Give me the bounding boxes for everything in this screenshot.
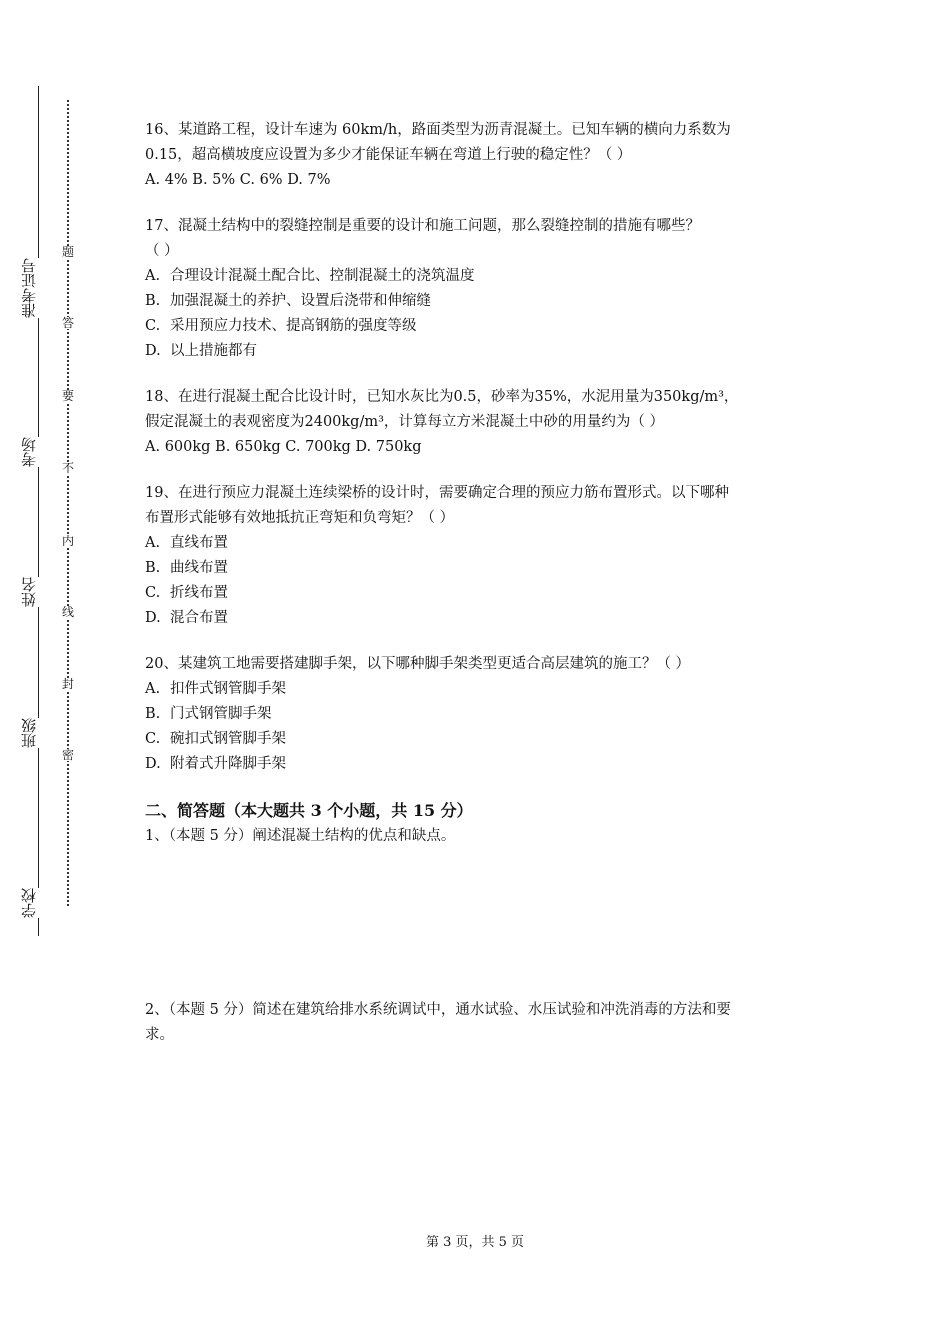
option-text: 混合布置 bbox=[170, 610, 228, 626]
option-text: 以上措施都有 bbox=[170, 343, 257, 359]
seal-char: 答 bbox=[59, 317, 77, 329]
binding-dotted-line bbox=[67, 100, 69, 906]
question-18 bbox=[145, 385, 825, 460]
seal-char: 不 bbox=[59, 462, 77, 474]
option-letter: C. bbox=[145, 731, 161, 747]
field-school: 学校 bbox=[22, 888, 52, 918]
short-answer-2: 2、（本题 5 分）简述在建筑给排水系统调试中，通水试验、水压试验和冲洗消毒的方法和要 bbox=[145, 1002, 731, 1018]
seal-char: 线 bbox=[59, 606, 77, 618]
seal-char: 要 bbox=[59, 390, 77, 402]
question-text: 假定混凝土的表观密度为2400kg/m³，计算每立方米混凝土中砂的用量约为（ ） bbox=[145, 414, 665, 430]
option bbox=[145, 556, 825, 581]
option-text: 曲线布置 bbox=[170, 560, 228, 576]
option-letter: D. bbox=[145, 756, 161, 772]
question-19 bbox=[145, 481, 825, 631]
field-admission-number: 准考证号 bbox=[22, 258, 52, 318]
option bbox=[145, 289, 825, 314]
option bbox=[145, 339, 825, 364]
question-text: 18、在进行混凝土配合比设计时，已知水灰比为0.5，砂率为35%，水泥用量为350kg/m³， bbox=[145, 389, 739, 405]
option-text: 碗扣式钢管脚手架 bbox=[170, 731, 286, 747]
question-16 bbox=[145, 118, 825, 193]
option-text: 合理设计混凝土配合比、控制混凝土的浇筑温度 bbox=[170, 268, 475, 284]
option-text: 折线布置 bbox=[170, 585, 228, 601]
option-letter: A. bbox=[145, 535, 161, 551]
option bbox=[145, 727, 825, 752]
option-text: 加强混凝土的养护、设置后浇带和伸缩缝 bbox=[170, 293, 431, 309]
seal-char: 密 bbox=[59, 749, 77, 761]
seal-char: 题 bbox=[59, 246, 77, 258]
option bbox=[145, 702, 825, 727]
option-letter: B. bbox=[145, 706, 161, 722]
option-letter: B. bbox=[145, 293, 161, 309]
binding-margin bbox=[0, 0, 110, 1344]
short-answer-2-cont: 求。 bbox=[145, 1027, 174, 1043]
option-letter: B. bbox=[145, 560, 161, 576]
question-text: （ ） bbox=[145, 243, 179, 259]
question-17 bbox=[145, 214, 825, 364]
seal-char: 封 bbox=[59, 678, 77, 690]
field-exam-room: 考场 bbox=[22, 437, 52, 467]
answer-space bbox=[145, 849, 825, 998]
question-text: 17、混凝土结构中的裂缝控制是重要的设计和施工问题，那么裂缝控制的措施有哪些？ bbox=[145, 218, 700, 234]
option bbox=[145, 264, 825, 289]
question-text: 布置形式能够有效地抵抗正弯矩和负弯矩？（ ） bbox=[145, 510, 455, 526]
question-options: A. 4% B. 5% C. 6% D. 7% bbox=[145, 172, 331, 188]
option-text: 扣件式钢管脚手架 bbox=[170, 681, 286, 697]
option bbox=[145, 581, 825, 606]
option-letter: C. bbox=[145, 585, 161, 601]
question-20 bbox=[145, 652, 825, 777]
option bbox=[145, 531, 825, 556]
question-text: 0.15，超高横坡度应设置为多少才能保证车辆在弯道上行驶的稳定性？（ ） bbox=[145, 147, 632, 163]
short-answer-1: 1、（本题 5 分）阐述混凝土结构的优点和缺点。 bbox=[145, 828, 456, 844]
option bbox=[145, 314, 825, 339]
option-letter: D. bbox=[145, 343, 161, 359]
field-name: 姓名 bbox=[22, 577, 52, 607]
option-letter: A. bbox=[145, 681, 161, 697]
exam-content bbox=[145, 118, 825, 1048]
question-text: 20、某建筑工地需要搭建脚手架，以下哪种脚手架类型更适合高层建筑的施工？（ ） bbox=[145, 656, 691, 672]
option-letter: C. bbox=[145, 318, 161, 334]
seal-char: 内 bbox=[59, 535, 77, 547]
option-text: 附着式升降脚手架 bbox=[170, 756, 286, 772]
option-text: 采用预应力技术、提高钢筋的强度等级 bbox=[170, 318, 417, 334]
option bbox=[145, 606, 825, 631]
question-text: 19、在进行预应力混凝土连续梁桥的设计时，需要确定合理的预应力筋布置形式。以下哪种 bbox=[145, 485, 729, 501]
option-text: 直线布置 bbox=[170, 535, 228, 551]
question-text: 16、某道路工程，设计车速为 60km/h，路面类型为沥青混凝土。已知车辆的横向力系数为 bbox=[145, 122, 731, 138]
section-title: 二、简答题（本大题共 3 个小题，共 15 分） bbox=[145, 801, 473, 820]
option-letter: A. bbox=[145, 268, 161, 284]
option-letter: D. bbox=[145, 610, 161, 626]
binding-solid-line bbox=[38, 86, 39, 936]
question-options: A. 600kg B. 650kg C. 700kg D. 750kg bbox=[145, 439, 422, 455]
field-class: 班级 bbox=[22, 718, 52, 748]
option-text: 门式钢管脚手架 bbox=[170, 706, 272, 722]
page-footer: 第 3 页，共 5 页 bbox=[425, 1235, 525, 1250]
option bbox=[145, 752, 825, 777]
option bbox=[145, 677, 825, 702]
